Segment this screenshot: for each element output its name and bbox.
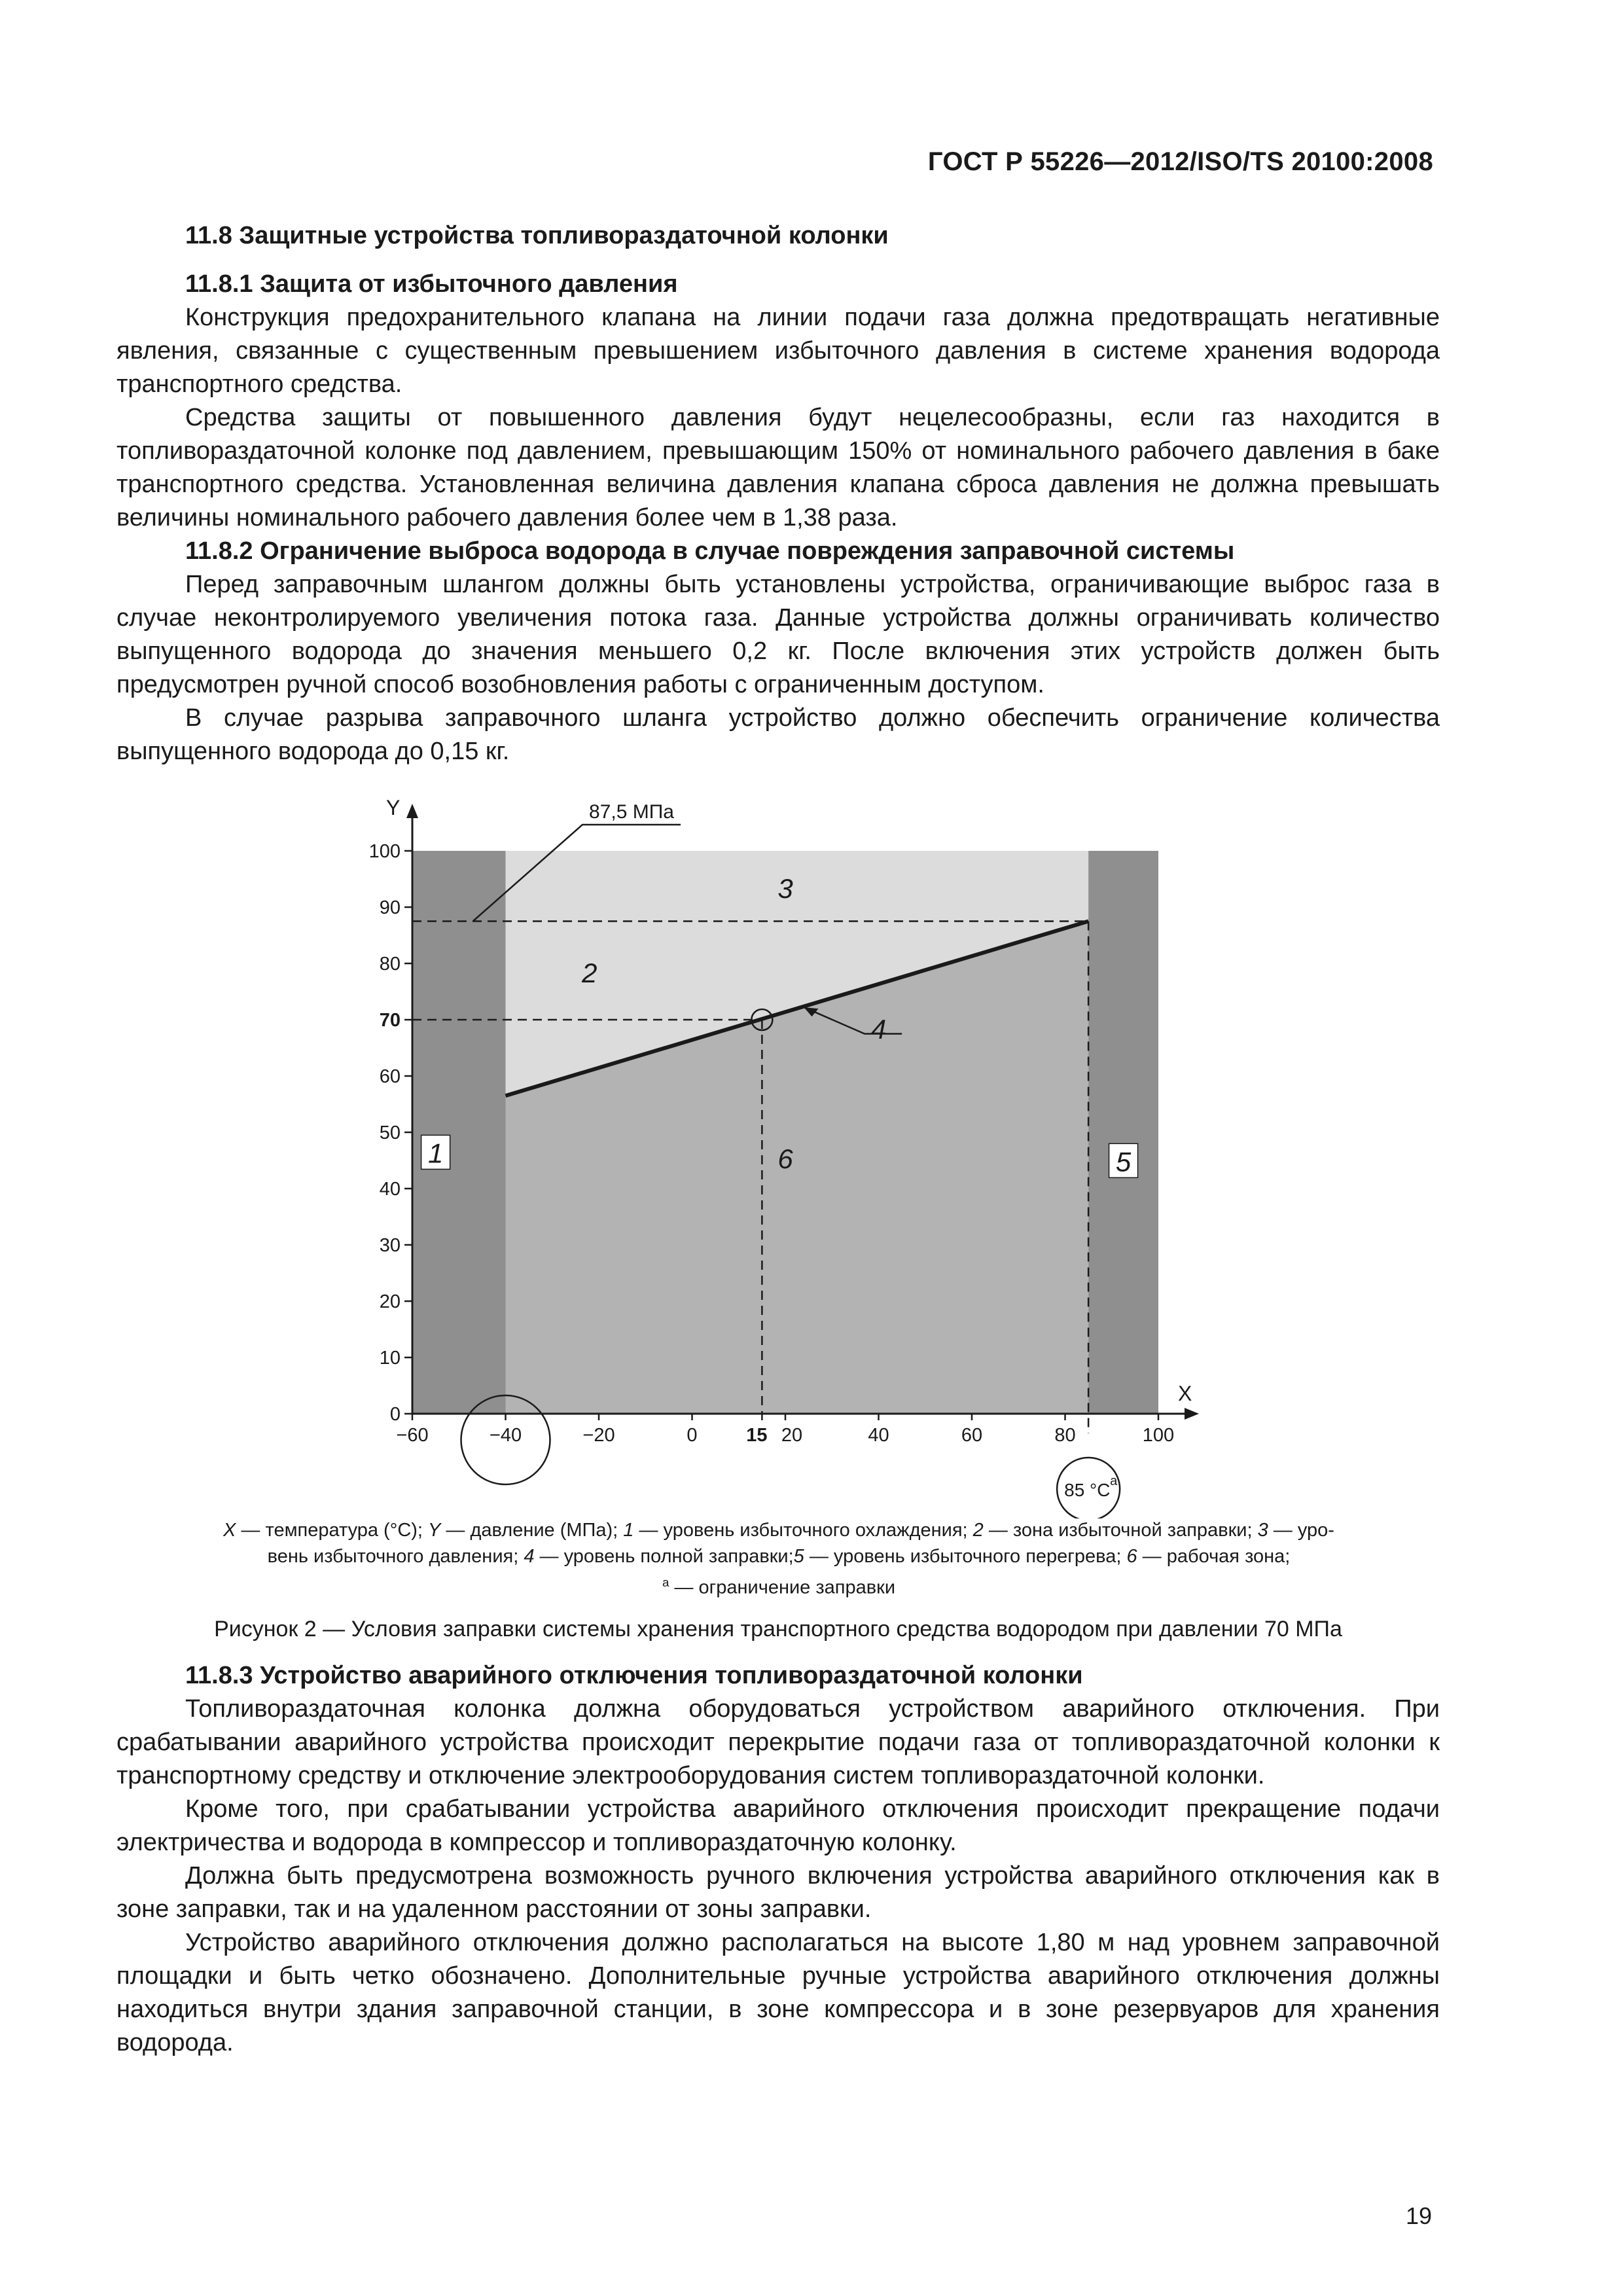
legend-line2-part-6: — рабочая зона; — [1137, 1546, 1291, 1567]
figure-legend — [121, 1517, 1436, 1601]
refuelling-chart — [327, 785, 1230, 1518]
legend-line1-part-8: 3 — [1257, 1520, 1268, 1541]
region-label-3: 3 — [777, 873, 793, 905]
x-tick-label: 60 — [961, 1425, 983, 1446]
y-tick-label: 60 — [379, 1066, 401, 1087]
y-tick-label: 50 — [379, 1122, 401, 1143]
legend-line-1 — [121, 1517, 1436, 1543]
x-axis-label: X — [1178, 1382, 1192, 1405]
footnote-text: — ограничение заправки — [669, 1577, 896, 1598]
x-tick-label: −40 — [489, 1425, 522, 1446]
y-tick-label: 10 — [379, 1348, 401, 1369]
legend-line1-part-0: X — [223, 1520, 236, 1541]
y-tick-label: 0 — [389, 1404, 401, 1425]
y-axis-arrow — [406, 804, 418, 818]
y-tick-label: 20 — [379, 1291, 401, 1312]
figure-2 — [327, 785, 1230, 1522]
legend-line2-part-4: — уровень избыточного перегрева; — [804, 1546, 1127, 1567]
page-number: 19 — [1405, 2202, 1432, 2229]
document-code: ГОСТ Р 55226—2012/ISO/TS 20100:2008 — [927, 147, 1433, 176]
y-tick-label: 90 — [379, 897, 401, 918]
paragraph: Перед заправочным шлангом должны быть установлены устройства, ограничивающие выброс газа в случае неконтролируемого увеличения потока газа. Данные устройства должны ограничивать количество выпущенного водорода до значения меньшего 0,2 кг. После включения этих устройств должен быть предусмотрен ручной способ возобновления работы с ограниченным доступом. — [116, 571, 1440, 698]
legend-line1-part-5: — уровень избыточного охлаждения; — [633, 1520, 973, 1541]
footnote-mark: a — [662, 1575, 669, 1589]
x-tick-label: 80 — [1054, 1425, 1076, 1446]
x-tick-label: 15 — [746, 1425, 768, 1446]
subsection-title-11-8-3: 11.8.3 Устройство аварийного отключения топливораздаточной колонки — [185, 1662, 1083, 1689]
zone-bar-1 — [412, 851, 506, 1414]
legend-line2-part-5: 6 — [1126, 1546, 1137, 1567]
y-tick-label: 100 — [368, 841, 401, 862]
paragraph: Должна быть предусмотрена возможность ручного включения устройства аварийного отключения как в зоне заправки, так и на удаленном расстоянии от зоны заправки. — [116, 1862, 1440, 1923]
legend-line2-part-3: 5 — [793, 1546, 804, 1567]
legend-line1-part-6: 2 — [972, 1520, 984, 1541]
y-tick-label: 80 — [379, 954, 401, 975]
y-tick-label: 70 — [379, 1010, 401, 1031]
y-axis-label: Y — [386, 796, 401, 819]
paragraph: Средства защиты от повышенного давления будут нецелесообразны, если газ находится в топливораздаточной колонке под давлением, превышающим 150% от номинального рабочего давления в баке транспортного средства. Установленная величина давления клапана сброса давления не должна превышать величины номинального рабочего давления более чем в 1,38 раза. — [116, 404, 1440, 531]
zone-bar-5 — [1088, 851, 1158, 1414]
x-axis-arrow — [1185, 1408, 1199, 1420]
x-tick-label: 20 — [781, 1425, 803, 1446]
temp-85-note: a — [1110, 1474, 1118, 1488]
y-tick-label: 40 — [379, 1179, 401, 1200]
legend-line2-part-1: 4 — [524, 1546, 535, 1567]
paragraph: Конструкция предохранительного клапана на линии подачи газа должна предотвращать негативные явления, связанные с существенным превышением избыточного давления в системе хранения водорода транспортного средства. — [116, 304, 1440, 398]
region-label-1: 1 — [427, 1138, 444, 1169]
legend-line1-part-3: — давление (МПа); — [440, 1520, 624, 1541]
x-tick-label: 100 — [1142, 1425, 1175, 1446]
figure-caption: Рисунок 2 — Условия заправки системы хранения транспортного средства водородом при давлении 70 МПа — [214, 1617, 1342, 1641]
legend-line2-part-2: — уровень полной заправки; — [534, 1546, 794, 1567]
subsection-title-11-8-2: 11.8.2 Ограничение выброса водорода в случае повреждения заправочной системы — [185, 537, 1235, 565]
legend-footnote — [121, 1570, 1436, 1601]
x-tick-label: −60 — [396, 1425, 429, 1446]
paragraph: Топливораздаточная колонка должна оборудоваться устройством аварийного отключения. При срабатывании аварийного устройства происходит перекрытие подачи газа от топливораздаточной колонки к транспортному средству и отключение электрооборудования систем топливораздаточной колонки. — [116, 1695, 1440, 1789]
paragraph: Устройство аварийного отключения должно располагаться на высоте 1,80 м над уровнем заправочной площадки и быть четко обозначено. Дополнительные ручные устройства аварийного отключения должны находиться внутри здания заправочной станции, в зоне компрессора и в зоне резервуаров для хранения водорода. — [116, 1929, 1440, 2056]
y-tick-label: 30 — [379, 1235, 401, 1256]
legend-line2-part-0: вень избыточного давления; — [267, 1546, 524, 1567]
legend-line1-part-2: Y — [428, 1520, 441, 1541]
paragraph: В случае разрыва заправочного шланга устройство должно обеспечить ограничение количества выпущенного водорода до 0,15 кг. — [116, 704, 1440, 765]
x-tick-label: −20 — [582, 1425, 615, 1446]
subsection-title-11-8-1: 11.8.1 Защита от избыточного давления — [185, 270, 678, 298]
region-label-4: 4 — [870, 1014, 887, 1045]
section-11-8-3 — [116, 1659, 1440, 2060]
legend-line1-part-1: — температура (°C); — [236, 1520, 429, 1541]
paragraph: Кроме того, при срабатывании устройства аварийного отключения происходит прекращение подачи электричества и водорода в компрессор и топливораздаточную колонку. — [116, 1795, 1440, 1856]
section-title: 11.8 Защитные устройства топливораздаточной колонки — [185, 222, 889, 249]
region-label-2: 2 — [582, 958, 597, 989]
legend-line1-part-7: — зона избыточной заправки; — [983, 1520, 1258, 1541]
region-label-5: 5 — [1115, 1146, 1132, 1177]
region-label-6: 6 — [777, 1143, 793, 1174]
pressure-label: 87,5 МПа — [589, 801, 674, 823]
legend-line1-part-9: — уро- — [1268, 1520, 1334, 1541]
x-tick-label: 0 — [687, 1425, 698, 1446]
legend-line-2 — [121, 1543, 1436, 1570]
temp-85-label: 85 °C — [1064, 1480, 1111, 1500]
legend-line1-part-4: 1 — [623, 1520, 634, 1541]
section-11-8 — [116, 219, 1440, 768]
x-tick-label: 40 — [868, 1425, 889, 1446]
